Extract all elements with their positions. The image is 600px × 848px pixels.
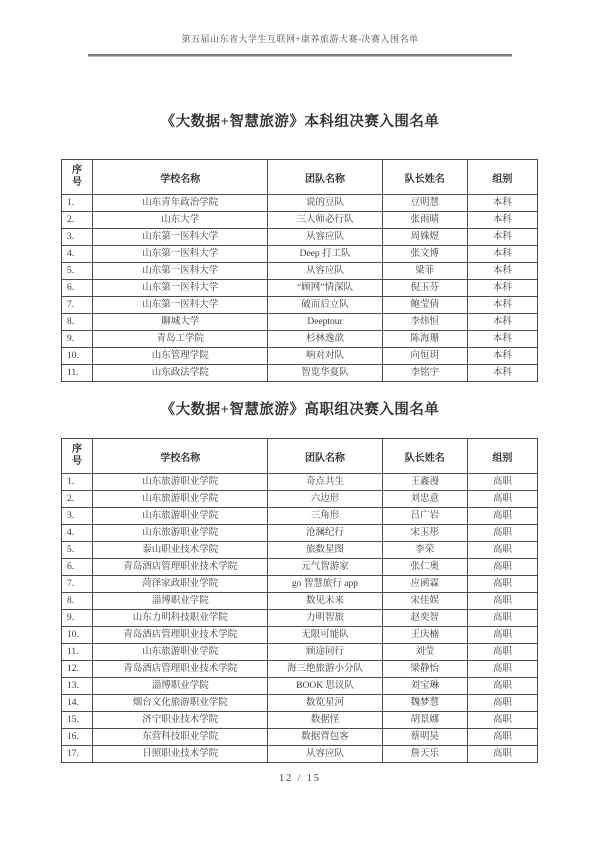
cell-index: 3. (62, 229, 93, 246)
cell-group: 本科 (467, 314, 537, 331)
cell-team: go 智慧旅行 app (268, 576, 382, 593)
cell-school: 山东政法学院 (93, 365, 268, 382)
cell-school: 山东第一医科大学 (93, 280, 268, 297)
cell-leader: 周姝煜 (382, 229, 467, 246)
column-header-school: 学校名称 (93, 439, 268, 474)
cell-index: 14. (62, 695, 93, 712)
cell-leader: 魏梦慧 (382, 695, 467, 712)
table-row (62, 348, 538, 365)
cell-leader: 宋佳娱 (382, 593, 467, 610)
cell-group: 高职 (467, 576, 537, 593)
table-row (62, 263, 538, 280)
cell-school: 济宁职业技术学院 (93, 712, 268, 729)
cell-index: 2. (62, 212, 93, 229)
table-row (62, 644, 538, 661)
cell-index: 7. (62, 576, 93, 593)
cell-group: 本科 (467, 365, 537, 382)
cell-team: 数据背包客 (268, 729, 382, 746)
table-row (62, 331, 538, 348)
cell-group: 本科 (467, 263, 537, 280)
cell-school: 日照职业技术学院 (93, 746, 268, 763)
cell-index: 11. (62, 644, 93, 661)
table-row (62, 542, 538, 559)
table-row (62, 695, 538, 712)
column-header-group: 组别 (467, 160, 537, 195)
table-header-row (62, 439, 538, 474)
cell-leader: 陈海珊 (382, 331, 467, 348)
table-row (62, 559, 538, 576)
cell-leader: 豆明慧 (382, 195, 467, 212)
cell-school: 山东旅游职业学院 (93, 644, 268, 661)
cell-index: 4. (62, 246, 93, 263)
cell-leader: 刘莹 (382, 644, 467, 661)
cell-leader: 刘忠意 (382, 491, 467, 508)
cell-team: Deep 打工队 (268, 246, 382, 263)
cell-team: 三人师必行队 (268, 212, 382, 229)
section-title-vocational: 《大数据+智慧旅游》高职组决赛入围名单 (160, 402, 440, 418)
cell-group: 高职 (467, 644, 537, 661)
table-row (62, 576, 538, 593)
cell-group: 高职 (467, 610, 537, 627)
cell-team: “顾网”情深队 (268, 280, 382, 297)
cell-group: 高职 (467, 525, 537, 542)
cell-school: 东营科技职业学院 (93, 729, 268, 746)
cell-school: 青岛酒店管理职业技术学院 (93, 559, 268, 576)
cell-school: 山东旅游职业学院 (93, 525, 268, 542)
cell-leader: 吕广岩 (382, 508, 467, 525)
cell-leader: 詹天乐 (382, 746, 467, 763)
section-title-undergraduate: 《大数据+智慧旅游》本科组决赛入围名单 (160, 114, 440, 130)
cell-school: 菏泽家政职业学院 (93, 576, 268, 593)
cell-team: 智览华夏队 (268, 365, 382, 382)
cell-index: 11. (62, 365, 93, 382)
table-row (62, 195, 538, 212)
cell-group: 本科 (467, 348, 537, 365)
cell-leader: 李铭宇 (382, 365, 467, 382)
cell-leader: 王鑫漫 (382, 474, 467, 491)
cell-team: 数见未来 (268, 593, 382, 610)
cell-school: 山东旅游职业学院 (93, 474, 268, 491)
cell-group: 本科 (467, 195, 537, 212)
cell-index: 9. (62, 331, 93, 348)
cell-team: 从容应队 (268, 746, 382, 763)
cell-leader: 向恒玥 (382, 348, 467, 365)
table-row (62, 610, 538, 627)
table-row (62, 593, 538, 610)
cell-school: 山东第一医科大学 (93, 246, 268, 263)
cell-leader: 张文博 (382, 246, 467, 263)
cell-group: 本科 (467, 246, 537, 263)
cell-group: 高职 (467, 491, 537, 508)
cell-index: 4. (62, 525, 93, 542)
cell-school: 山东力明科技职业学院 (93, 610, 268, 627)
cell-index: 5. (62, 542, 93, 559)
table-row (62, 229, 538, 246)
cell-leader: 鲍莹倩 (382, 297, 467, 314)
cell-index: 6. (62, 280, 93, 297)
table-row (62, 474, 538, 491)
table-row (62, 661, 538, 678)
cell-team: 旅数星图 (268, 542, 382, 559)
cell-group: 高职 (467, 678, 537, 695)
cell-group: 本科 (467, 229, 537, 246)
cell-index: 1. (62, 195, 93, 212)
finalist-table-undergraduate (61, 159, 538, 382)
table-row (62, 314, 538, 331)
cell-group: 本科 (467, 212, 537, 229)
cell-school: 山东管理学院 (93, 348, 268, 365)
cell-team: 力明智旅 (268, 610, 382, 627)
cell-group: 高职 (467, 474, 537, 491)
column-header-team: 团队名称 (268, 439, 382, 474)
table-row (62, 246, 538, 263)
cell-school: 青岛工学院 (93, 331, 268, 348)
cell-index: 12. (62, 661, 93, 678)
table-header-row (62, 160, 538, 195)
table-row (62, 525, 538, 542)
cell-leader: 梁静怡 (382, 661, 467, 678)
cell-team: 响对对队 (268, 348, 382, 365)
cell-school: 山东旅游职业学院 (93, 508, 268, 525)
cell-index: 2. (62, 491, 93, 508)
cell-school: 青岛酒店管理职业技术学院 (93, 627, 268, 644)
cell-leader: 张雨晴 (382, 212, 467, 229)
cell-index: 1. (62, 474, 93, 491)
cell-team: BOOK 思议队 (268, 678, 382, 695)
cell-school: 聊城大学 (93, 314, 268, 331)
cell-team: 六边形 (268, 491, 382, 508)
cell-leader: 蔡明昊 (382, 729, 467, 746)
cell-index: 9. (62, 610, 93, 627)
cell-group: 高职 (467, 559, 537, 576)
cell-index: 5. (62, 263, 93, 280)
cell-team: 数据怪 (268, 712, 382, 729)
cell-leader: 倪玉芬 (382, 280, 467, 297)
cell-index: 8. (62, 314, 93, 331)
cell-team: 无限可能队 (268, 627, 382, 644)
cell-index: 10. (62, 348, 93, 365)
cell-team: 海三绝旅游小分队 (268, 661, 382, 678)
column-header-index: 序号 (62, 439, 93, 474)
cell-group: 高职 (467, 508, 537, 525)
cell-school: 烟台文化旅游职业学院 (93, 695, 268, 712)
cell-group: 本科 (467, 280, 537, 297)
table-row (62, 729, 538, 746)
cell-group: 高职 (467, 695, 537, 712)
table-row (62, 212, 538, 229)
table-row (62, 491, 538, 508)
cell-group: 本科 (467, 297, 537, 314)
cell-team: 沧澜纪行 (268, 525, 382, 542)
cell-index: 17. (62, 746, 93, 763)
cell-leader: 胡景娜 (382, 712, 467, 729)
cell-leader: 李荣 (382, 542, 467, 559)
table-row (62, 297, 538, 314)
cell-index: 15. (62, 712, 93, 729)
page-number: 12 / 15 (279, 773, 321, 784)
cell-index: 13. (62, 678, 93, 695)
cell-school: 淄博职业学院 (93, 678, 268, 695)
cell-index: 16. (62, 729, 93, 746)
cell-team: 三角形 (268, 508, 382, 525)
table-row (62, 712, 538, 729)
table-row (62, 508, 538, 525)
cell-school: 山东旅游职业学院 (93, 491, 268, 508)
column-header-team: 团队名称 (268, 160, 382, 195)
cell-team: 从容应队 (268, 229, 382, 246)
cell-group: 高职 (467, 661, 537, 678)
cell-team: 说的豆队 (268, 195, 382, 212)
cell-index: 7. (62, 297, 93, 314)
cell-school: 山东青年政治学院 (93, 195, 268, 212)
cell-leader: 应函霖 (382, 576, 467, 593)
cell-team: 破而后立队 (268, 297, 382, 314)
cell-index: 3. (62, 508, 93, 525)
cell-school: 山东第一医科大学 (93, 297, 268, 314)
table-row (62, 280, 538, 297)
cell-group: 高职 (467, 627, 537, 644)
column-header-index: 序号 (62, 160, 93, 195)
header-divider-rule (88, 54, 512, 57)
column-header-school: 学校名称 (93, 160, 268, 195)
cell-school: 山东大学 (93, 212, 268, 229)
cell-school: 淄博职业学院 (93, 593, 268, 610)
cell-leader: 刘宝琳 (382, 678, 467, 695)
cell-group: 高职 (467, 746, 537, 763)
cell-leader: 梁菲 (382, 263, 467, 280)
cell-group: 高职 (467, 729, 537, 746)
cell-group: 高职 (467, 593, 537, 610)
table-row (62, 365, 538, 382)
cell-team: 数览星河 (268, 695, 382, 712)
document-header-text: 第五届山东省大学生互联网+康养旅游大赛-决赛入围名单 (181, 34, 419, 44)
cell-team: 杉林逸歆 (268, 331, 382, 348)
cell-index: 8. (62, 593, 93, 610)
table-row (62, 678, 538, 695)
cell-school: 泰山职业技术学院 (93, 542, 268, 559)
cell-leader: 张仁奥 (382, 559, 467, 576)
column-header-leader: 队长姓名 (382, 439, 467, 474)
finalist-table-vocational (61, 438, 538, 763)
cell-team: 从容应队 (268, 263, 382, 280)
table-row (62, 627, 538, 644)
cell-group: 高职 (467, 542, 537, 559)
column-header-group: 组别 (467, 439, 537, 474)
cell-team: 奇点共生 (268, 474, 382, 491)
cell-leader: 王庆楠 (382, 627, 467, 644)
column-header-leader: 队长姓名 (382, 160, 467, 195)
table-row (62, 746, 538, 763)
cell-group: 本科 (467, 331, 537, 348)
cell-team: Deeptour (268, 314, 382, 331)
cell-index: 10. (62, 627, 93, 644)
cell-school: 山东第一医科大学 (93, 229, 268, 246)
cell-leader: 宋玉彤 (382, 525, 467, 542)
cell-group: 高职 (467, 712, 537, 729)
cell-school: 山东第一医科大学 (93, 263, 268, 280)
cell-team: 元气智游家 (268, 559, 382, 576)
cell-leader: 赵奕智 (382, 610, 467, 627)
cell-index: 6. (62, 559, 93, 576)
cell-leader: 李炜恒 (382, 314, 467, 331)
cell-team: 顾途同行 (268, 644, 382, 661)
cell-school: 青岛酒店管理职业技术学院 (93, 661, 268, 678)
